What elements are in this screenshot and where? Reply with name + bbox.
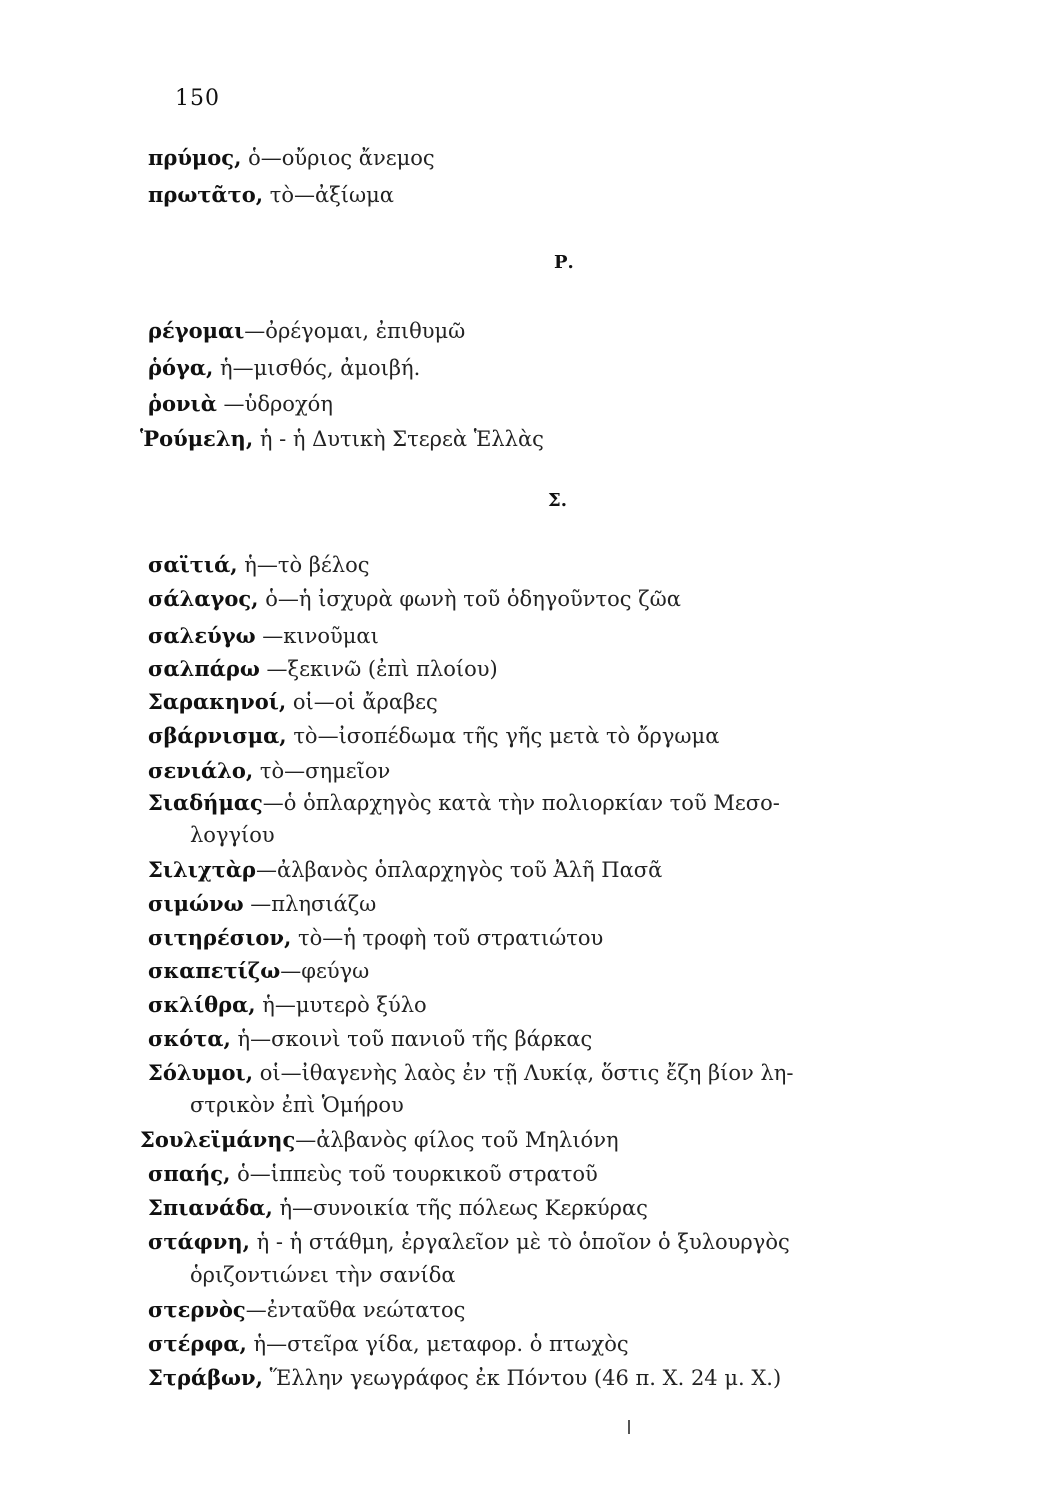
dictionary-entry-continuation bbox=[190, 823, 275, 847]
dictionary-entry-continuation bbox=[190, 1263, 456, 1287]
dictionary-entry bbox=[148, 552, 370, 577]
entry-headword: σκλίθρα, bbox=[148, 992, 256, 1017]
entry-definition: —ἀλβανὸς φίλος τοῦ Μηλιόνη bbox=[295, 1128, 619, 1152]
section-heading-sigma: Σ. bbox=[548, 490, 567, 511]
dictionary-entry bbox=[148, 925, 603, 950]
dictionary-entry bbox=[148, 857, 662, 882]
print-mark bbox=[628, 1420, 630, 1434]
entry-definition: ὁ—ἱππεὺς τοῦ τουρκικοῦ στρατοῦ bbox=[237, 1162, 598, 1186]
entry-headword: Σπιανάδα, bbox=[148, 1195, 273, 1220]
entry-headword: σκαπετίζω bbox=[148, 958, 281, 983]
entry-headword: στερνὸς bbox=[148, 1297, 246, 1322]
entry-headword: Ῥούμελη, bbox=[140, 426, 254, 451]
dictionary-entry bbox=[148, 1026, 592, 1051]
entry-definition: ὁ—οὔριος ἄνεμος bbox=[248, 146, 435, 170]
dictionary-entry bbox=[148, 958, 369, 983]
entry-definition: τὸ—σημεῖον bbox=[259, 759, 391, 783]
entry-definition: λογγίου bbox=[190, 823, 275, 847]
entry-definition: ἡ—στεῖρα γίδα, μεταφορ. ὁ πτωχὸς bbox=[253, 1332, 629, 1356]
entry-definition: ἡ—μυτερὸ ξύλο bbox=[262, 993, 427, 1017]
entry-headword: στάφνη, bbox=[148, 1229, 250, 1254]
entry-definition: τὸ—ἀξίωμα bbox=[269, 183, 394, 207]
entry-definition: ἡ - ἡ Δυτικὴ Στερεὰ Ἑλλὰς bbox=[259, 427, 544, 451]
dictionary-entry bbox=[140, 1127, 619, 1152]
entry-definition: τὸ—ἰσοπέδωμα τῆς γῆς μετὰ τὸ ὄργωμα bbox=[293, 724, 720, 748]
entry-definition: οἱ—οἱ ἄραβες bbox=[292, 690, 438, 714]
dictionary-entry bbox=[148, 1161, 598, 1186]
entry-headword: σιτηρέσιον, bbox=[148, 925, 292, 950]
entry-headword: ῥονιὰ bbox=[148, 391, 217, 416]
entry-definition: —φεύγω bbox=[280, 959, 370, 983]
entry-headword: σενιάλο, bbox=[148, 758, 254, 783]
dictionary-entry bbox=[148, 1060, 793, 1085]
dictionary-entry bbox=[148, 586, 681, 611]
dictionary-entry bbox=[148, 355, 420, 380]
entry-headword: Σουλεϊμάνης bbox=[140, 1127, 296, 1152]
entry-headword: σπαής, bbox=[148, 1161, 231, 1186]
entry-definition: ὁ—ἡ ἰσχυρὰ φωνὴ τοῦ ὁδηγοῦντος ζῶα bbox=[265, 587, 681, 611]
entry-headword: Στράβων, bbox=[148, 1365, 263, 1390]
entry-definition: —ὁ ὁπλαρχηγὸς κατὰ τὴν πολιορκίαν τοῦ Μεσο- bbox=[262, 791, 780, 815]
dictionary-entry bbox=[148, 992, 427, 1017]
dictionary-entry bbox=[148, 391, 333, 416]
dictionary-entry bbox=[148, 758, 390, 783]
page-number: 150 bbox=[175, 86, 220, 111]
dictionary-entry bbox=[148, 891, 376, 916]
entry-headword: πρύμος, bbox=[148, 145, 242, 170]
entry-headword: σβάρνισμα, bbox=[148, 723, 287, 748]
dictionary-entry bbox=[148, 790, 780, 815]
entry-headword: Σόλυμοι, bbox=[148, 1060, 253, 1085]
entry-definition: —ἀλβανὸς ὁπλαρχηγὸς τοῦ Ἀλῆ Πασᾶ bbox=[255, 858, 663, 882]
entry-definition: ἡ—σκοινὶ τοῦ πανιοῦ τῆς βάρκας bbox=[237, 1027, 593, 1051]
entry-definition: τὸ—ἡ τροφὴ τοῦ στρατιώτου bbox=[298, 926, 604, 950]
dictionary-entry bbox=[148, 1229, 790, 1254]
dictionary-entry bbox=[148, 723, 719, 748]
entry-definition: —κινοῦμαι bbox=[255, 624, 379, 648]
entry-definition: οἱ—ἰθαγενὴς λαὸς ἐν τῇ Λυκίᾳ, ὅστις ἔζη βίον λη- bbox=[259, 1061, 794, 1085]
entry-headword: σαϊτιά, bbox=[148, 552, 238, 577]
entry-definition: ὁριζοντιώνει τὴν σανίδα bbox=[190, 1263, 456, 1287]
dictionary-entry bbox=[148, 1195, 648, 1220]
dictionary-entry bbox=[148, 145, 435, 170]
entry-definition: —ἐνταῦθα νεώτατος bbox=[245, 1298, 466, 1322]
entry-definition: ἡ—συνοικία τῆς πόλεως Κερκύρας bbox=[279, 1196, 648, 1220]
entry-headword: Σαρακηνοί, bbox=[148, 689, 287, 714]
dictionary-entry bbox=[140, 426, 544, 451]
dictionary-entry bbox=[148, 1297, 465, 1322]
dictionary-entry bbox=[148, 1331, 629, 1356]
dictionary-entry bbox=[148, 182, 394, 207]
entry-definition: Ἕλλην γεωγράφος ἐκ Πόντου (46 π. Χ. 24 μ. Χ.) bbox=[269, 1366, 782, 1390]
entry-headword: σκότα, bbox=[148, 1026, 231, 1051]
dictionary-entry bbox=[148, 656, 498, 681]
entry-definition: ἡ—μισθός, ἀμοιβή. bbox=[220, 356, 421, 380]
section-heading-rho: Ρ. bbox=[554, 252, 574, 273]
entry-headword: σαλπάρω bbox=[148, 656, 260, 681]
entry-headword: ῥόγα, bbox=[148, 355, 214, 380]
entry-headword: σαλεύγω bbox=[148, 623, 256, 648]
dictionary-entry bbox=[148, 689, 438, 714]
entry-definition: στρικὸν ἐπὶ Ὁμήρου bbox=[190, 1093, 404, 1117]
entry-headword: σιμώνω bbox=[148, 891, 244, 916]
dictionary-entry bbox=[148, 623, 379, 648]
entry-definition: —ξεκινῶ (ἐπὶ πλοίου) bbox=[259, 657, 498, 681]
dictionary-entry-continuation bbox=[190, 1093, 404, 1117]
dictionary-entry bbox=[148, 1365, 781, 1390]
entry-headword: σάλαγος, bbox=[148, 586, 259, 611]
entry-definition: —ὀρέγομαι, ἐπιθυμῶ bbox=[244, 319, 466, 343]
entry-definition: —πλησιάζω bbox=[243, 892, 377, 916]
entry-headword: Σιλιχτὰρ bbox=[148, 857, 256, 882]
entry-headword: πρωτᾶτο, bbox=[148, 182, 264, 207]
entry-definition: —ὑδροχόη bbox=[216, 392, 333, 416]
dictionary-entry bbox=[148, 318, 465, 343]
entry-definition: ἡ—τὸ βέλος bbox=[244, 553, 370, 577]
entry-headword: στέρφα, bbox=[148, 1331, 247, 1356]
entry-headword: Σιαδήμας bbox=[148, 790, 263, 815]
entry-definition: ἡ - ἡ στάθμη, ἐργαλεῖον μὲ τὸ ὁποῖον ὁ ξυλουργὸς bbox=[256, 1230, 790, 1254]
entry-headword: ρέγομαι bbox=[148, 318, 245, 343]
